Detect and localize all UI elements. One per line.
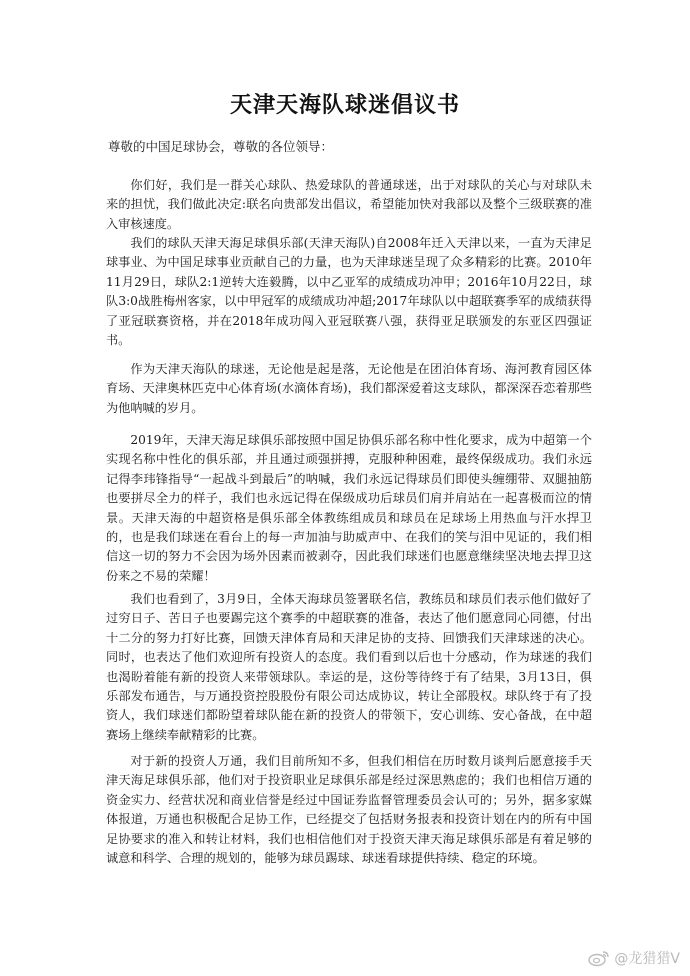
paragraph-1: 你们好，我们是一群关心球队、热爱球队的普通球迷，出于对球队的关心与对球队未来的担忧，我们做此决定:联名向贵部发出倡议，希望能加快对我部以及整个三级联赛的准入审核速度。 (106, 178, 592, 231)
watermark-text: @龙猎猎V (614, 951, 680, 967)
paragraph-5: 我们也看到了，3月9日，全体天海球员签署联名信，教练员和球员们表示他们做好了过穷日子、苦日子也要踢完这个赛季的中超联赛的准备，表达了他们愿意同心同德，付出十二分的努力打好比赛，回馈天津体育局和天津足协的支持、回馈我们天津球迷的决心。同时，也表达了他们欢迎所有投资人的态度。我们看到以后也十分感动，作为球迷的我们也渴盼着能有新的投资人来带领球队。幸运的是，这份等待终于有了结果，3月13日，俱乐部发布通告，与万通投资控股股份有限公司达成协议，转让全部股权。球队终于有了投资人，我们球迷们都盼望着球队能在新的投资人的带领下，安心训练、安心备战，在中超赛场上继续奉献精彩的比赛。 (106, 592, 592, 742)
weibo-icon (588, 949, 610, 967)
paragraph-2: 我们的球队天津天海足球俱乐部(天津天海队)自2008年迁入天津以来，一直为天津足球事业、为中国足球事业贡献自己的力量，也为天津球迷呈现了众多精彩的比赛。2010年11月29日，球队2:1逆转大连毅腾，以中乙亚军的成绩成功冲甲；2016年10月22日，球队3:0战胜梅州客家，以中甲冠军的成绩成功冲超;2017年球队以中超联赛季军的成绩获得了亚冠联赛资格，并在2018年成功闯入亚冠联赛八强，获得亚足联颁发的东亚区四强证书。 (106, 236, 592, 348)
weibo-watermark (588, 948, 680, 968)
document-title: 天津天海队球迷倡议书 (229, 93, 460, 118)
paragraph-4: 2019年，天津天海足球俱乐部按照中国足协俱乐部名称中性化要求，成为中超第一个实现名称中性化的俱乐部，并且通过顽强拼搏，克服种种困难，最终保级成功。我们永远记得李玮锋指导“一起战斗到最后”的呐喊，我们永远记得球员们即使头缠绷带、双腿抽筋也要拼尽全力的样子，我们也永远记得在保级成功后球员们肩并肩站在一起喜极而泣的情景。天津天海的中超资格是俱乐部全体教练组成员和球员在足球场上用热血与汗水捍卫的，也是我们球迷在看台上的每一声加油与助威声中、在我们的笑与泪中见证的，我们相信这一切的努力不会因为场外因素而被剥夺，因此我们球迷们也愿意继续坚决地去捍卫这份来之不易的荣耀！ (106, 433, 592, 583)
paragraph-3: 作为天津天海队的球迷，无论他是起是落，无论他是在团泊体育场、海河教育园区体育场、天津奥林匹克中心体育场(水滴体育场)，我们都深爱着这支球队，都深深吞恋着那些为他呐喊的岁月。 (106, 362, 592, 415)
paragraph-6: 对于新的投资人万通，我们目前所知不多，但我们相信在历时数月谈判后愿意接手天津天海足球俱乐部，他们对于投资职业足球俱乐部是经过深思熟虑的；我们也相信万通的资金实力、经营状况和商业信誉是经过中国证券监督管理委员会认可的；另外，据多家媒体报道，万通也积极配合足协工作，已经提交了包括财务报表和投资计划在内的所有中国足协要求的准入和转让材料，我们也相信他们对于投资天津天海足球俱乐部是有着足够的诚意和科学、合理的规划的，能够为球员踢球、球迷看球提供持续、稳定的环境。 (106, 754, 592, 866)
salutation: 尊敬的中国足球协会，尊敬的各位领导： (108, 139, 334, 154)
